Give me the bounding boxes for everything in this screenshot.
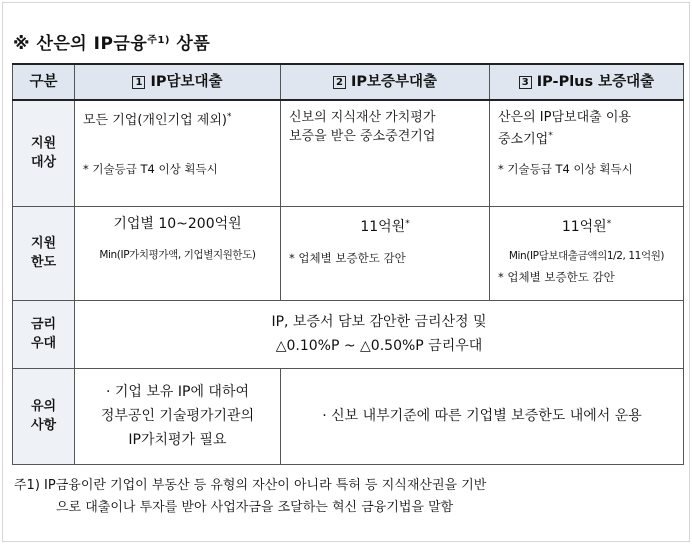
footnote-line-1: 주1) IP금융이란 기업이 부동산 등 유형의 자산이 아니라 특허 등 지식재산권을 기반 [14,478,487,493]
target-ip-collateral: 모든 기업(개인기업 제외)* * 기술등급 T4 이상 획득시 [75,100,281,206]
number-box: 2 [333,76,346,89]
reference-mark: ※ [13,34,31,54]
footnote-line-2: 으로 대출이나 투자를 받아 사업자금을 조달하는 혁신 금융기법을 말함 [56,500,454,515]
row-header-rate: 금리 우대 [13,300,75,368]
row-header-target: 지원 대상 [13,100,75,206]
footnote [14,475,682,519]
header-ip-guarantee-loan: 2 IP보증부대출 [281,64,490,100]
title-suffix: 상품 [176,34,211,54]
caution-ip-collateral: · 기업 보유 IP에 대하여 정부공인 기술평가기관의 IP가치평가 필요 [75,368,281,464]
title-footnote-marker: 주1) [147,35,170,46]
header-ip-plus-guarantee-loan: 3 IP-Plus 보증대출 [490,64,684,100]
page-title [13,29,210,54]
table-row-rate [13,300,684,368]
table-row-limit [13,206,684,300]
limit-ip-collateral: 기업별 10~200억원 Min(IP가치평가액, 기업별지원한도) [75,206,281,300]
row-header-limit: 지원 한도 [13,206,75,300]
document-page [2,2,690,542]
table-header-row [13,64,684,100]
title-text: 산은의 IP금융 [36,34,148,54]
target-ip-plus: 산은의 IP담보대출 이용 중소기업* * 기술등급 T4 이상 획득시 [490,100,684,206]
table-row-caution [13,368,684,464]
limit-ip-plus: 11억원* Min(IP담보대출금액의1/2, 11억원) * 업체별 보증한도 감안 [490,206,684,300]
header-category: 구분 [13,64,75,100]
caution-guarantee-merged: · 신보 내부기준에 따른 기업별 보증한도 내에서 운용 [281,368,684,464]
limit-ip-guarantee: 11억원* * 업체별 보증한도 감안 [281,206,490,300]
number-box: 1 [132,76,145,89]
ip-finance-product-table [12,63,684,465]
rate-merged-cell: IP, 보증서 담보 감안한 금리산정 및 △0.10%P ~ △0.50%P 금리우대 [75,300,684,368]
target-ip-guarantee: 신보의 지식재산 가치평가 보증을 받은 중소중견기업 [281,100,490,206]
table-row-target [13,100,684,206]
number-box: 3 [519,76,532,89]
row-header-caution: 유의 사항 [13,368,75,464]
header-ip-collateral-loan: 1 IP담보대출 [75,64,281,100]
